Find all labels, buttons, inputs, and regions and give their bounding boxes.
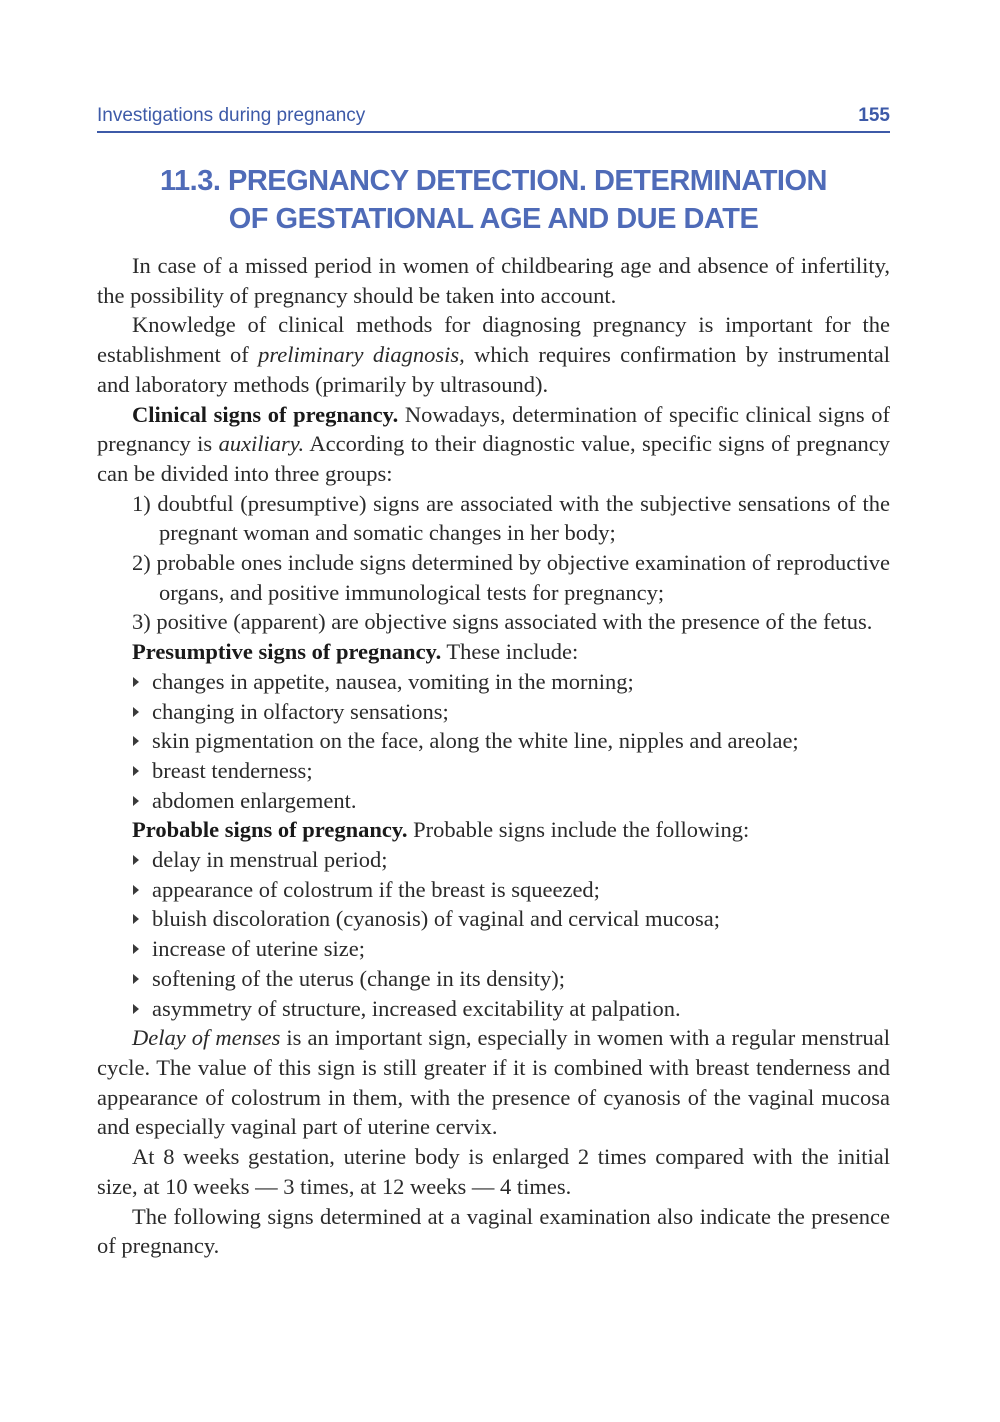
heading-presumptive-signs: Presumptive signs of pregnancy. xyxy=(132,639,442,665)
paragraph-vaginal-examination: The following signs determined at a vaginal examination also indicate the presence of pregnancy. xyxy=(97,1203,890,1259)
list-item: 2) probable ones include signs determined by objective examination of reproductive organs, and positive immunological tests for pregnancy; xyxy=(132,550,890,605)
list-item: increase of uterine size; xyxy=(97,934,890,964)
bullet-triangle-icon xyxy=(133,974,139,984)
list-item: softening of the uterus (change in its density); xyxy=(97,964,890,994)
section-title-line-2: OF GESTATIONAL AGE AND DUE DATE xyxy=(228,203,759,235)
section-title xyxy=(97,162,890,238)
sign-groups-list xyxy=(97,489,890,638)
paragraph-clinical-methods: Knowledge of clinical methods for diagnosing pregnancy is important for the establishment of preliminary diagnosis, which requires confirmation by instrumental and laboratory methods (primarily by ultrasound). xyxy=(97,312,890,397)
bullet-triangle-icon xyxy=(133,944,139,954)
bullet-triangle-icon xyxy=(133,885,139,895)
bullet-triangle-icon xyxy=(133,736,139,746)
bullet-triangle-icon xyxy=(133,855,139,865)
page-header xyxy=(97,101,890,133)
body-text xyxy=(97,251,890,1261)
list-item: skin pigmentation on the face, along the white line, nipples and areolae; xyxy=(97,726,890,756)
heading-probable-signs: Probable signs of pregnancy. xyxy=(132,817,408,843)
list-item: bluish discoloration (cyanosis) of vaginal and cervical mucosa; xyxy=(97,904,890,934)
list-item: changes in appetite, nausea, vomiting in the morning; xyxy=(97,667,890,697)
list-item: breast tenderness; xyxy=(97,756,890,786)
list-item: changing in olfactory sensations; xyxy=(97,697,890,727)
list-item: 1) doubtful (presumptive) signs are associated with the subjective sensations of the pregnant woman and somatic changes in her body; xyxy=(132,490,890,546)
emphasis-preliminary-diagnosis: preliminary diagnosis, xyxy=(258,342,465,368)
heading-clinical-signs: Clinical signs of pregnancy. xyxy=(132,401,399,427)
paragraph-missed-period: In case of a missed period in women of childbearing age and absence of infertility, the possibility of pregnancy should be taken into account. xyxy=(97,253,890,308)
paragraph-presumptive-signs: Presumptive signs of pregnancy. These include: xyxy=(132,639,579,665)
bullet-triangle-icon xyxy=(133,707,139,717)
section-title-line-1: 11.3. PREGNANCY DETECTION. DETERMINATION xyxy=(160,165,827,197)
list-item: asymmetry of structure, increased excitability at palpation. xyxy=(97,994,890,1024)
emphasis-delay-of-menses: Delay of menses xyxy=(132,1025,281,1051)
list-item: appearance of colostrum if the breast is squeezed; xyxy=(97,875,890,905)
bullet-triangle-icon xyxy=(133,766,139,776)
paragraph-probable-signs: Probable signs of pregnancy. Probable signs include the following: xyxy=(132,817,750,843)
list-item: 3) positive (apparent) are objective signs associated with the presence of the fetus. xyxy=(132,609,873,635)
list-item: abdomen enlargement. xyxy=(97,786,890,816)
bullet-triangle-icon xyxy=(133,677,139,687)
running-title: Investigations during pregnancy xyxy=(97,105,366,126)
bullet-triangle-icon xyxy=(133,1004,139,1014)
bullet-triangle-icon xyxy=(133,914,139,924)
emphasis-auxiliary: auxiliary. xyxy=(218,431,305,457)
probable-signs-list xyxy=(97,845,890,1023)
presumptive-signs-list xyxy=(97,667,890,816)
paragraph-uterine-size: At 8 weeks gestation, uterine body is enlarged 2 times compared with the initial size, at 10 weeks — 3 times, at 12 weeks — 4 times. xyxy=(97,1144,890,1199)
list-item: delay in menstrual period; xyxy=(97,845,890,875)
page-number: 155 xyxy=(858,105,890,126)
paragraph-delay-of-menses: Delay of menses is an important sign, especially in women with a regular menstrual cycle. The value of this sign is still greater if it is combined with breast tenderness and appearance of colostrum in them, with the presence of cyanosis of the vaginal mucosa and especially vaginal part of uterine cervix. xyxy=(97,1025,890,1140)
paragraph-clinical-signs: Clinical signs of pregnancy. Nowadays, determination of specific clinical signs of pregnancy is auxiliary. According to their diagnostic value, specific signs of pregnancy can be divided into three groups: xyxy=(97,401,890,486)
bullet-triangle-icon xyxy=(133,796,139,806)
